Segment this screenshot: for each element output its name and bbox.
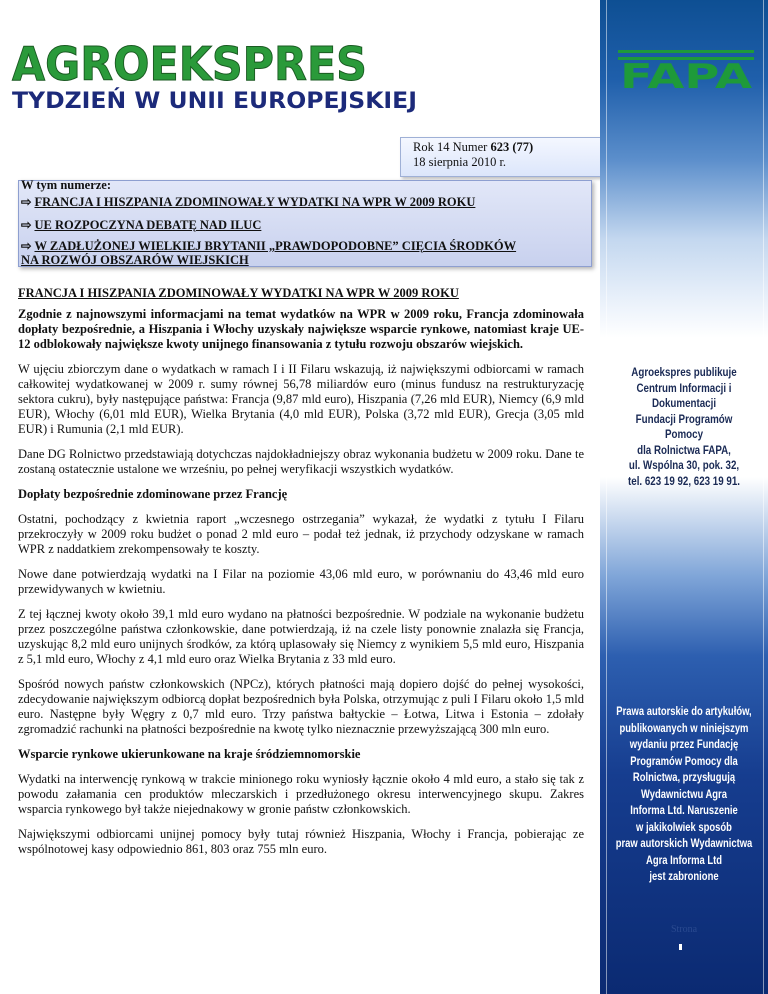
copyright-line: Rolnictwa, przysługują: [632, 772, 736, 784]
article-subheading: Dopłaty bezpośrednie zdominowane przez Francję: [18, 487, 288, 501]
article-paragraph: W ujęciu zbiorczym dane o wydatkach w ramach I i II Filaru wskazują, iż największymi odbiorcami w ramach całkowitej wydatkowanej w 2009 r. sumy równej 56,78 miliardów euro (minus fundusz na restrukturyzację sektora cukru), były następujące państwa: Francja (9,87 mld euro), Hiszpania (7,26 mld EUR), Niemcy (6,9 mld EUR), Włochy (6,01 mld EUR), Wielka Brytania (4,0 mld EUR), Polska (3,72 mld EUR), Grecja (3,05 mld EUR) i Rumunia (2,1 mld EUR).: [18, 362, 584, 436]
toc-link-3[interactable]: [21, 239, 516, 254]
arrow-right-icon: ⇨: [21, 195, 32, 209]
copyright-line: jest zabronione: [649, 871, 719, 883]
publisher-info-line: tel. 623 19 92, 623 19 91.: [628, 475, 740, 488]
toc-link-1[interactable]: [21, 195, 475, 210]
publisher-info: [618, 366, 751, 490]
logo-subtitle: TYDZIEŃ W UNII EUROPEJSKIEJ: [12, 89, 391, 114]
issue-date: 18 sierpnia 2010 r.: [413, 155, 507, 169]
article: [18, 286, 584, 867]
arrow-right-icon: ⇨: [21, 239, 32, 253]
copyright-line: Wydawnictwu Agra: [641, 788, 727, 801]
fapa-logo-text: FAPA: [620, 57, 753, 92]
issue-info-box: [400, 137, 612, 177]
copyright-line: Agra Informa Ltd: [646, 854, 722, 867]
publisher-info-line: Centrum Informacji i Dokumentacji: [636, 382, 732, 410]
toc-link-3-continued[interactable]: NA ROZWÓJ OBSZARÓW WIEJSKICH: [21, 253, 249, 267]
publisher-info-line: Agroekspres publikuje: [631, 367, 737, 379]
table-of-contents: [18, 180, 592, 267]
copyright-line: Prawa autorskie do artykułów,: [616, 706, 752, 718]
copyright-line: publikowanych w niniejszym: [619, 722, 749, 735]
issue-number: 623 (77): [490, 140, 534, 154]
article-paragraph: Spośród nowych państw członkowskich (NPCz), których płatności mają dopiero dojść do pełnej wysokości, zdecydowanie największym odbiorcą dopłat bezpośrednich była Polska, otrzymując z puli I Filaru około 1,5 mld euro. Następne były Węgry z 0,7 mld euro. Trzy państwa bałtyckie – Łotwa, Litwa i Estonia – zdołały zgromadzić rachunki na płatności bezpośrednie na kwotę tylko nieznacznie przewyższającą 300 mln euro.: [18, 677, 584, 736]
toc-link-text: FRANCJA I HISZPANIA ZDOMINOWAŁY WYDATKI NA WPR W 2009 ROKU: [34, 195, 476, 209]
publisher-info-line: ul. Wspólna 30, pok. 32,: [628, 460, 740, 472]
toc-link-text: W ZADŁUŻONEJ WIELKIEJ BRYTANII „PRAWDOPODOBNE” CIĘCIA ŚRODKÓW: [34, 239, 517, 253]
arrow-right-icon: ⇨: [21, 218, 32, 232]
publisher-info-line: Fundacji Programów Pomocy: [635, 413, 733, 441]
copyright-line: Informa Ltd. Naruszenie: [630, 805, 738, 817]
issue-line: [413, 140, 605, 155]
article-paragraph: Dane DG Rolnictwo przedstawiają dotychczas najdokładniejszy obraz wykonania budżetu w 2009 roku. Dane te zostaną ostatecznie ustalone we wrześniu, po pełnej weryfikacji wszystkich wydatków.: [18, 447, 584, 476]
page-label: Strona: [670, 924, 698, 935]
article-paragraph: Nowe dane potwierdzają wydatki na I Filar na poziomie 43,06 mld euro, w porównaniu do 43,46 mld euro przewidywanych w kwietniu.: [18, 567, 584, 596]
article-title: FRANCJA I HISZPANIA ZDOMINOWAŁY WYDATKI NA WPR W 2009 ROKU: [18, 286, 459, 300]
toc-link-text: UE ROZPOCZYNA DEBATĘ NAD ILUC: [34, 218, 262, 232]
copyright-notice: [615, 704, 753, 886]
article-lead: Zgodnie z najnowszymi informacjami na temat wydatków na WPR w 2009 roku, Francja zdominowała dopłaty bezpośrednie, a Hiszpania i Włochy uzyskały największe wsparcie rynkowe, natomiast kraje UE-12 odblokowały największe kwoty unijnego finansowania z tytułu rozwoju obszarów wiejskich.: [18, 307, 584, 351]
article-paragraph: Wydatki na interwencję rynkową w trakcie minionego roku wyniosły łącznie około 4 mld euro, a stało się tak z powodu załamania cen produktów mleczarskich i przedłużonego okresu interwencyjnego skupu. Zakres wsparcia rynkowego był także niejednakowy w gronie państw członkowskich.: [18, 772, 584, 816]
article-paragraph: Ostatni, pochodzący z kwietnia raport „wczesnego ostrzegania” wykazał, że wydatki z tytułu I Filaru przekroczyły w 2009 roku budżet o ponad 2 mld euro – podał też jednak, iż przychody odzyskane w ramach WPR z naddatkiem zrekompensowały te koszty.: [18, 512, 584, 556]
copyright-line: praw autorskich Wydawnictwa: [615, 838, 753, 850]
toc-header: W tym numerze:: [21, 178, 112, 192]
fapa-logo: [614, 40, 758, 92]
article-paragraph: Z tej łącznej kwoty około 39,1 mld euro wydano na płatności bezpośrednie. W podziale na wykonanie budżetu przez poszczególne państwa członkowskie, dane potwierdzają, iż na czele listy ponownie znalazła się Francja, uzyskując 8,2 mld euro unijnych środków, za którą uplasowały się Niemcy z wynikiem 5,5 mld euro, Hiszpania z 5,1 mld euro, Włochy z 4,1 mld euro oraz Wielka Brytania z 33 mld euro.: [18, 607, 584, 666]
article-paragraph: Największymi odbiorcami unijnej pomocy były tutaj również Hiszpania, Włochy i Francja, pobierając ze wspólnotowej kasy odpowiednio 861, 803 oraz 755 mln euro.: [18, 827, 584, 856]
page-number-marker: [679, 944, 682, 950]
copyright-line: Programów Pomocy dla: [630, 755, 738, 768]
copyright-line: w jakikolwiek sposób: [636, 821, 732, 834]
logo-title: AGROEKSPRES: [12, 37, 367, 91]
sidebar: [600, 0, 768, 994]
publisher-info-line: dla Rolnictwa FAPA,: [637, 444, 731, 457]
toc-link-2[interactable]: [21, 218, 261, 233]
article-subheading: Wsparcie rynkowe ukierunkowane na kraje śródziemnomorskie: [18, 747, 361, 761]
agroekspres-logo: [10, 36, 430, 118]
issue-prefix: Rok 14 Numer: [413, 140, 491, 154]
copyright-line: wydaniu przez Fundację: [629, 739, 739, 751]
